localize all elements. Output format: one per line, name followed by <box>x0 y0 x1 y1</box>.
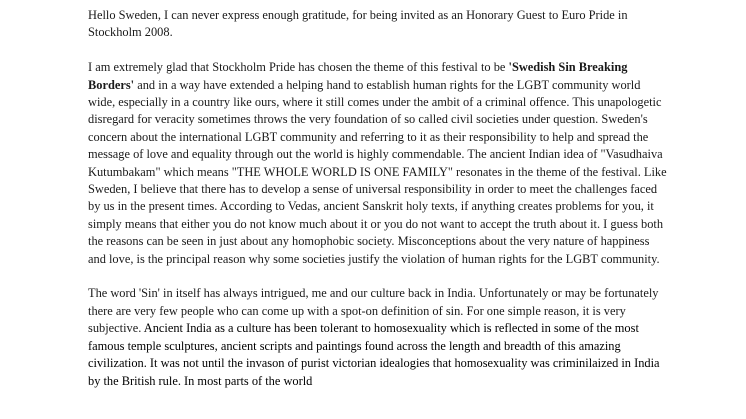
paragraph-theme <box>88 59 668 268</box>
theme-text-rest: and in a way have extended a helping hand to establish human rights for the LGBT community world wide, especially in a country like ours, where it still comes under the ambit of a criminal offence. This unapologetic disregard for veracity sometimes throws the very foundation of so called civil societies under question. Sweden's concern about the international LGBT community and referring to it as their responsibility to help and spread the message of love and equality through out the world is highly commendable. The ancient Indian idea of "Vasudhaiva Kutumbakam" which means "THE WHOLE WORLD IS ONE FAMILY" resonates in the theme of the festival. Like Sweden, I believe that there has to develop a sense of universal responsibility in order to meet the challenges faced by us in the present times. According to Vedas, ancient Sanskrit holy texts, if anything creates problems for you, it simply means that either you do not know much about it or you do not want to accept the truth about it. I guess both the reasons can be seen in just about any homophobic society. Misconceptions about the very nature of happiness and love, is the principal reason why some societies justify the violation of human rights for the LGBT community. <box>88 77 667 266</box>
document-page <box>88 7 668 407</box>
sin-text-start: The word 'Sin' in itself has always intrigued, me and our culture back in India. Unfortunately or may be fortunately there are very few people who can come up with a spot-on definition of sin. For one simple reason, it is very subjective. <box>88 286 659 336</box>
sin-text-rest: Ancient India as a culture has been tolerant to homosexuality which is reflected in some of the most famous temple sculptures, ancient scripts and paintings found across the length and breadth of this amazing civilization. It was not until the invason of purist victorian idealogies that homosexuality was criminilaized in India by the British rule. In most parts of the world <box>88 321 660 388</box>
paragraph-sin <box>88 285 668 389</box>
greeting-text: Hello Sweden, I can never express enough gratitude, for being invited as an Honorary Guest to Euro Pride in Stockholm 2008. <box>88 8 628 40</box>
theme-title: 'Swedish Sin Breaking Borders' <box>88 60 628 92</box>
paragraph-greeting <box>88 7 668 42</box>
theme-text-start: I am extremely glad that Stockholm Pride has chosen the theme of this festival to be <box>88 60 509 75</box>
